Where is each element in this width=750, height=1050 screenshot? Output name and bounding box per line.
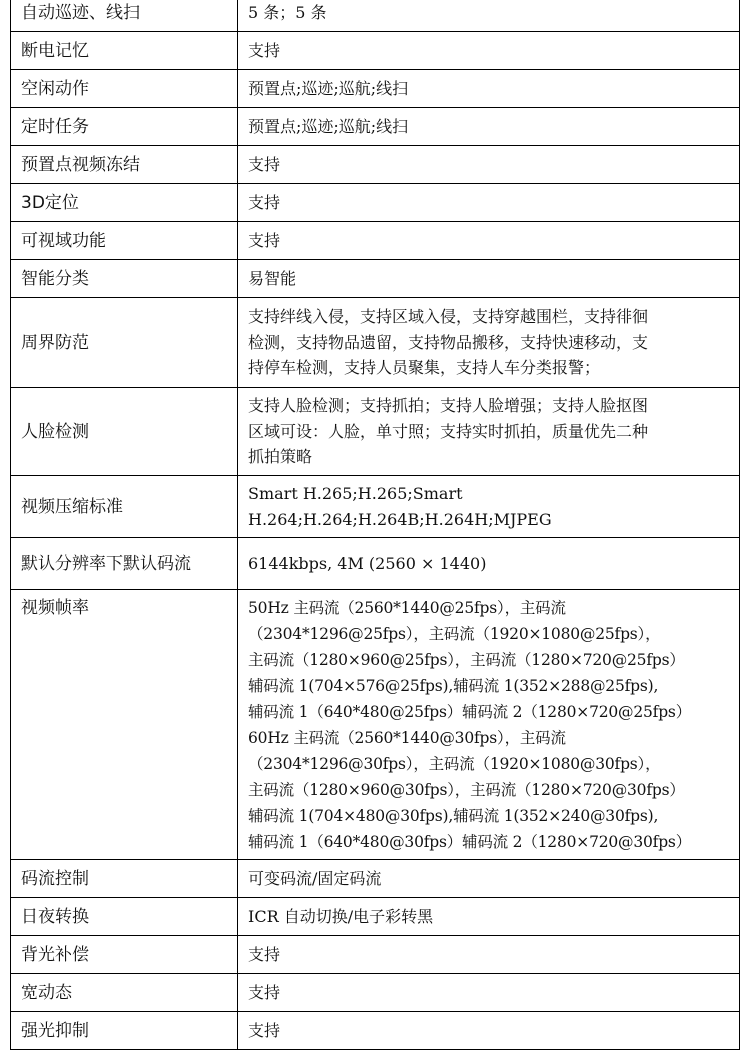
row-value: 易智能 [238,260,740,298]
value-line: Smart H.265;H.265;Smart [248,483,463,503]
row-label: 强光抑制 [11,1012,238,1050]
spec-table [10,0,740,1050]
row-label: 周界防范 [11,298,238,388]
row-value: 可变码流/固定码流 [238,860,740,898]
table-row [11,32,740,70]
table-row [11,184,740,222]
table-row [11,974,740,1012]
row-label: 可视域功能 [11,222,238,260]
row-label: 日夜转换 [11,898,238,936]
table-row [11,108,740,146]
row-value: 6144kbps, 4M (2560 × 1440) [238,538,740,590]
value-line: 区域可设：人脸，单寸照；支持实时抓拍，质量优先二种 [248,421,649,441]
table-row [11,0,740,32]
table-row [11,146,740,184]
row-value: 支持 [238,32,740,70]
table-row [11,936,740,974]
value-line: 抓拍策略 [248,447,313,467]
row-label: 视频帧率 [11,590,238,860]
value-line: 辅码流 1(704×480@30fps),辅码流 1(352×240@30fps), [248,806,659,825]
table-row [11,590,740,860]
table-row [11,860,740,898]
row-value [238,298,740,388]
value-line: （2304*1296@25fps），主码流（1920×1080@25fps）， [248,624,661,643]
table-row [11,1012,740,1050]
row-value: 支持 [238,936,740,974]
row-value: 5 条；5 条 [238,0,740,32]
row-value [238,388,740,476]
row-value: ICR 自动切换/电子彩转黑 [238,898,740,936]
row-label: 背光补偿 [11,936,238,974]
row-value: 预置点;巡迹;巡航;线扫 [238,108,740,146]
row-value [238,476,740,538]
value-line: 持停车检测，支持人员聚集，支持人车分类报警； [248,358,601,378]
table-row [11,298,740,388]
row-label: 人脸检测 [11,388,238,476]
value-line: 辅码流 1（640*480@25fps）辅码流 2（1280×720@25fps） [248,702,691,721]
row-label: 定时任务 [11,108,238,146]
value-line: 辅码流 1(704×576@25fps),辅码流 1(352×288@25fps), [248,676,659,695]
value-line: 60Hz 主码流（2560*1440@30fps），主码流 [248,728,566,747]
value-line: 辅码流 1（640*480@30fps）辅码流 2（1280×720@30fps） [248,832,691,851]
table-row [11,388,740,476]
row-label: 智能分类 [11,260,238,298]
row-label: 预置点视频冻结 [11,146,238,184]
row-label: 断电记忆 [11,32,238,70]
value-line: 支持绊线入侵，支持区域入侵，支持穿越围栏，支持徘徊 [248,306,649,326]
value-line: （2304*1296@30fps），主码流（1920×1080@30fps）， [248,754,661,773]
table-row [11,70,740,108]
row-label: 视频压缩标准 [11,476,238,538]
value-line: 支持人脸检测；支持抓拍；支持人脸增强；支持人脸抠图 [248,395,649,415]
row-value: 支持 [238,146,740,184]
value-line: 主码流（1280×960@25fps），主码流（1280×720@25fps） [248,650,685,669]
table-row [11,476,740,538]
value-line: 检测，支持物品遗留，支持物品搬移，支持快速移动，支 [248,332,649,352]
value-line: H.264;H.264;H.264B;H.264H;MJPEG [248,509,552,529]
row-label: 自动巡迹、线扫 [11,0,238,32]
row-label: 码流控制 [11,860,238,898]
row-value: 支持 [238,184,740,222]
row-value: 支持 [238,1012,740,1050]
row-label: 3D定位 [11,184,238,222]
table-row [11,222,740,260]
value-line: 50Hz 主码流（2560*1440@25fps），主码流 [248,598,566,617]
row-value: 支持 [238,974,740,1012]
value-line: 主码流（1280×960@30fps），主码流（1280×720@30fps） [248,780,685,799]
table-row [11,260,740,298]
row-label: 宽动态 [11,974,238,1012]
table-row [11,538,740,590]
row-label: 空闲动作 [11,70,238,108]
table-row [11,898,740,936]
row-value: 预置点;巡迹;巡航;线扫 [238,70,740,108]
row-value [238,590,740,860]
row-label: 默认分辨率下默认码流 [11,538,238,590]
row-value: 支持 [238,222,740,260]
